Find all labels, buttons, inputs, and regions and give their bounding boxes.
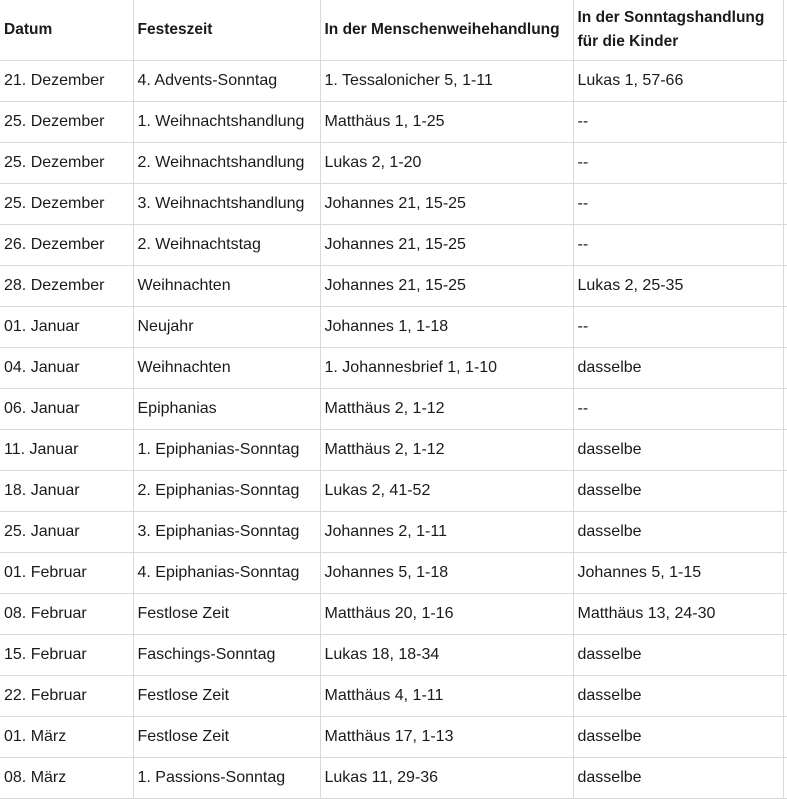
- row-edge-cell: [783, 553, 787, 594]
- cell-datum[interactable]: 25. Dezember: [0, 143, 133, 184]
- cell-menschenweihehandlung[interactable]: Matthäus 2, 1-12: [320, 430, 573, 471]
- cell-sonntagshandlung[interactable]: --: [573, 102, 783, 143]
- table-row: [0, 471, 787, 512]
- cell-menschenweihehandlung[interactable]: Matthäus 1, 1-25: [320, 102, 573, 143]
- cell-datum[interactable]: 28. Dezember: [0, 266, 133, 307]
- header-datum[interactable]: Datum: [0, 0, 133, 61]
- row-edge-cell: [783, 676, 787, 717]
- cell-sonntagshandlung[interactable]: dasselbe: [573, 717, 783, 758]
- cell-sonntagshandlung[interactable]: --: [573, 143, 783, 184]
- cell-datum[interactable]: 25. Dezember: [0, 102, 133, 143]
- cell-menschenweihehandlung[interactable]: Johannes 21, 15-25: [320, 266, 573, 307]
- cell-sonntagshandlung[interactable]: --: [573, 225, 783, 266]
- cell-festeszeit[interactable]: 2. Epiphanias-Sonntag: [133, 471, 320, 512]
- cell-festeszeit[interactable]: Weihnachten: [133, 348, 320, 389]
- header-menschenweihehandlung[interactable]: In der Menschenweihehandlung: [320, 0, 573, 61]
- cell-festeszeit[interactable]: 3. Epiphanias-Sonntag: [133, 512, 320, 553]
- cell-festeszeit[interactable]: Festlose Zeit: [133, 676, 320, 717]
- cell-datum[interactable]: 15. Februar: [0, 635, 133, 676]
- row-edge-cell: [783, 512, 787, 553]
- row-edge-cell: [783, 635, 787, 676]
- cell-festeszeit[interactable]: Festlose Zeit: [133, 594, 320, 635]
- cell-festeszeit[interactable]: Epiphanias: [133, 389, 320, 430]
- row-edge-cell: [783, 102, 787, 143]
- cell-sonntagshandlung[interactable]: dasselbe: [573, 635, 783, 676]
- cell-festeszeit[interactable]: 2. Weihnachtstag: [133, 225, 320, 266]
- header-sonntagshandlung[interactable]: In der Sonntagshandlung für die Kinder: [573, 0, 783, 61]
- cell-menschenweihehandlung[interactable]: Lukas 18, 18-34: [320, 635, 573, 676]
- cell-datum[interactable]: 08. Februar: [0, 594, 133, 635]
- table-row: [0, 512, 787, 553]
- cell-menschenweihehandlung[interactable]: Johannes 21, 15-25: [320, 184, 573, 225]
- cell-datum[interactable]: 01. Februar: [0, 553, 133, 594]
- row-edge-cell: [783, 307, 787, 348]
- cell-menschenweihehandlung[interactable]: Matthäus 2, 1-12: [320, 389, 573, 430]
- cell-sonntagshandlung[interactable]: --: [573, 184, 783, 225]
- table-row: [0, 430, 787, 471]
- row-edge-cell: [783, 225, 787, 266]
- header-festeszeit[interactable]: Festeszeit: [133, 0, 320, 61]
- table-row: [0, 61, 787, 102]
- row-edge-cell: [783, 184, 787, 225]
- cell-festeszeit[interactable]: 1. Epiphanias-Sonntag: [133, 430, 320, 471]
- cell-sonntagshandlung[interactable]: --: [573, 307, 783, 348]
- table-row: [0, 717, 787, 758]
- table-row: [0, 635, 787, 676]
- cell-festeszeit[interactable]: 1. Weihnachtshandlung: [133, 102, 320, 143]
- cell-menschenweihehandlung[interactable]: Matthäus 4, 1-11: [320, 676, 573, 717]
- row-edge-cell: [783, 717, 787, 758]
- cell-menschenweihehandlung[interactable]: Lukas 2, 41-52: [320, 471, 573, 512]
- table-row: [0, 143, 787, 184]
- cell-menschenweihehandlung[interactable]: Johannes 21, 15-25: [320, 225, 573, 266]
- cell-datum[interactable]: 11. Januar: [0, 430, 133, 471]
- cell-festeszeit[interactable]: 2. Weihnachtshandlung: [133, 143, 320, 184]
- table-row: [0, 102, 787, 143]
- row-edge-cell: [783, 348, 787, 389]
- cell-menschenweihehandlung[interactable]: Johannes 2, 1-11: [320, 512, 573, 553]
- row-edge-cell: [783, 389, 787, 430]
- cell-sonntagshandlung[interactable]: dasselbe: [573, 758, 783, 799]
- cell-datum[interactable]: 04. Januar: [0, 348, 133, 389]
- cell-datum[interactable]: 18. Januar: [0, 471, 133, 512]
- table-row: [0, 225, 787, 266]
- cell-sonntagshandlung[interactable]: Matthäus 13, 24-30: [573, 594, 783, 635]
- cell-menschenweihehandlung[interactable]: 1. Johannesbrief 1, 1-10: [320, 348, 573, 389]
- row-edge-cell: [783, 758, 787, 799]
- row-edge-cell: [783, 430, 787, 471]
- cell-sonntagshandlung[interactable]: dasselbe: [573, 348, 783, 389]
- header-edge-cell: [783, 0, 787, 61]
- cell-menschenweihehandlung[interactable]: Lukas 11, 29-36: [320, 758, 573, 799]
- cell-menschenweihehandlung[interactable]: 1. Tessalonicher 5, 1-11: [320, 61, 573, 102]
- cell-festeszeit[interactable]: 4. Advents-Sonntag: [133, 61, 320, 102]
- table-row: [0, 389, 787, 430]
- table-row: [0, 266, 787, 307]
- cell-datum[interactable]: 21. Dezember: [0, 61, 133, 102]
- cell-menschenweihehandlung[interactable]: Johannes 1, 1-18: [320, 307, 573, 348]
- cell-sonntagshandlung[interactable]: dasselbe: [573, 676, 783, 717]
- row-edge-cell: [783, 61, 787, 102]
- cell-festeszeit[interactable]: Festlose Zeit: [133, 717, 320, 758]
- cell-menschenweihehandlung[interactable]: Lukas 2, 1-20: [320, 143, 573, 184]
- row-edge-cell: [783, 594, 787, 635]
- cell-menschenweihehandlung[interactable]: Matthäus 17, 1-13: [320, 717, 573, 758]
- cell-datum[interactable]: 26. Dezember: [0, 225, 133, 266]
- cell-festeszeit[interactable]: Faschings-Sonntag: [133, 635, 320, 676]
- cell-sonntagshandlung[interactable]: dasselbe: [573, 430, 783, 471]
- cell-datum[interactable]: 25. Dezember: [0, 184, 133, 225]
- table-row: [0, 553, 787, 594]
- cell-sonntagshandlung[interactable]: dasselbe: [573, 471, 783, 512]
- cell-sonntagshandlung[interactable]: Lukas 2, 25-35: [573, 266, 783, 307]
- cell-datum[interactable]: 08. März: [0, 758, 133, 799]
- cell-datum[interactable]: 06. Januar: [0, 389, 133, 430]
- cell-festeszeit[interactable]: 3. Weihnachtshandlung: [133, 184, 320, 225]
- cell-sonntagshandlung[interactable]: Johannes 5, 1-15: [573, 553, 783, 594]
- cell-datum[interactable]: 01. März: [0, 717, 133, 758]
- table-row: [0, 676, 787, 717]
- cell-festeszeit[interactable]: 4. Epiphanias-Sonntag: [133, 553, 320, 594]
- table-row: [0, 348, 787, 389]
- cell-sonntagshandlung[interactable]: --: [573, 389, 783, 430]
- header-row: [0, 0, 787, 61]
- cell-festeszeit[interactable]: Neujahr: [133, 307, 320, 348]
- table-row: [0, 594, 787, 635]
- cell-sonntagshandlung[interactable]: Lukas 1, 57-66: [573, 61, 783, 102]
- cell-datum[interactable]: 25. Januar: [0, 512, 133, 553]
- cell-datum[interactable]: 01. Januar: [0, 307, 133, 348]
- cell-sonntagshandlung[interactable]: dasselbe: [573, 512, 783, 553]
- cell-datum[interactable]: 22. Februar: [0, 676, 133, 717]
- cell-menschenweihehandlung[interactable]: Johannes 5, 1-18: [320, 553, 573, 594]
- row-edge-cell: [783, 471, 787, 512]
- cell-festeszeit[interactable]: Weihnachten: [133, 266, 320, 307]
- cell-festeszeit[interactable]: 1. Passions-Sonntag: [133, 758, 320, 799]
- row-edge-cell: [783, 266, 787, 307]
- cell-menschenweihehandlung[interactable]: Matthäus 20, 1-16: [320, 594, 573, 635]
- table-row: [0, 184, 787, 225]
- table-row: [0, 307, 787, 348]
- table-row: [0, 758, 787, 799]
- row-edge-cell: [783, 143, 787, 184]
